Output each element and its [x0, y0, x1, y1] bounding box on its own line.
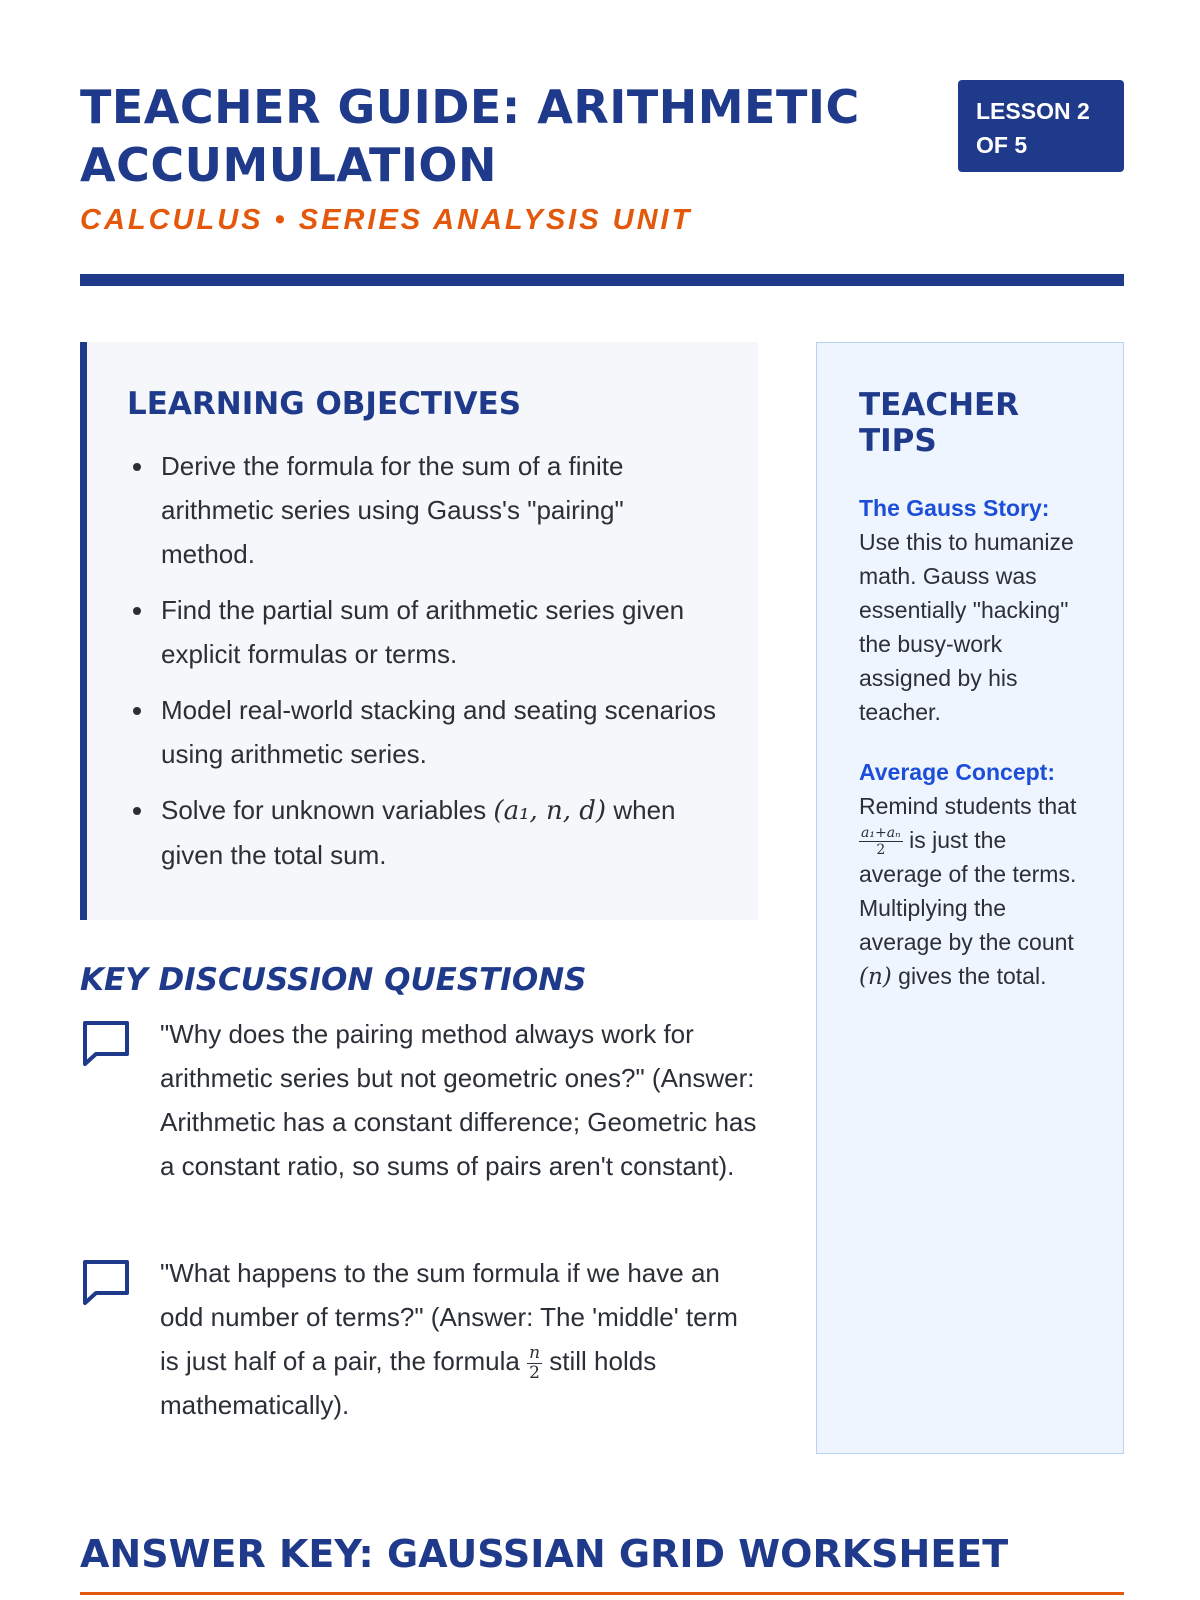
fraction-denominator: 2 — [876, 842, 886, 859]
tip-text-after: gives the total. — [898, 963, 1047, 990]
question-text — [160, 1251, 760, 1427]
fraction-average — [859, 826, 903, 857]
teacher-tips-panel — [816, 342, 1124, 1454]
discussion-heading: KEY DISCUSSION QUESTIONS — [80, 962, 587, 998]
tip-text-middle: is just the average of the terms. Multiplying the average by the count — [859, 827, 1077, 956]
objective-text-before: Solve for unknown variables — [161, 795, 487, 825]
speech-bubble-icon — [80, 1018, 132, 1068]
tips-heading: TEACHER TIPS — [859, 387, 1020, 459]
fraction-n-over-2 — [527, 1342, 542, 1383]
bullet-icon — [133, 463, 141, 471]
math-variables: (a₁, n, d) — [493, 796, 607, 826]
tip-text: Use this to humanize math. Gauss was essentially "hacking" the busy-work assigned by his teacher. — [859, 529, 1074, 725]
objectives-heading: LEARNING OBJECTIVES — [127, 386, 522, 422]
bullet-icon — [133, 607, 141, 615]
question-text: "Why does the pairing method always work for arithmetic series but not geometric ones?" (Answer: Arithmetic has a constant difference; Geometric has a constant ratio, so sums of pairs aren't constant). — [160, 1019, 757, 1181]
bullet-icon — [133, 707, 141, 715]
objectives-list — [127, 444, 718, 877]
math-n: (n) — [859, 964, 892, 991]
tip-gauss-story — [859, 491, 1083, 729]
fraction-numerator: n — [529, 1342, 541, 1363]
list-item — [127, 588, 718, 676]
document-header — [80, 78, 1124, 237]
fraction-numerator: a₁+aₙ — [861, 825, 901, 842]
lesson-badge: LESSON 2 OF 5 — [958, 80, 1124, 172]
tip-average-concept — [859, 755, 1083, 994]
tip-text-before: Remind students that — [859, 793, 1077, 819]
discussion-question — [80, 1251, 760, 1427]
objective-text: Find the partial sum of arithmetic series given explicit formulas or terms. — [161, 595, 685, 669]
objective-text: Model real-world stacking and seating scenarios using arithmetic series. — [161, 695, 716, 769]
answer-key-divider — [80, 1592, 1124, 1595]
question-text-after: still holds mathematically). — [160, 1346, 657, 1420]
objective-text: Derive the formula for the sum of a finite arithmetic series using Gauss's "pairing" method. — [161, 451, 624, 569]
bullet-icon — [133, 807, 141, 815]
page-title: TEACHER GUIDE: ARITHMETIC ACCUMULATION — [80, 80, 860, 192]
discussion-question — [80, 1012, 760, 1188]
objective-text-after: when given the total sum. — [161, 795, 676, 870]
list-item — [127, 688, 718, 776]
list-item — [127, 788, 718, 877]
page-subtitle: CALCULUS • SERIES ANALYSIS UNIT — [80, 204, 693, 236]
answer-key-heading: ANSWER KEY: GAUSSIAN GRID WORKSHEET — [80, 1532, 1009, 1576]
list-item — [127, 444, 718, 576]
learning-objectives-panel — [80, 342, 758, 920]
header-divider — [80, 274, 1124, 286]
question-text-before: "What happens to the sum formula if we have an odd number of terms?" (Answer: The 'middle' term is just half of a pair, the formula — [160, 1258, 738, 1376]
tip-label: Average Concept: — [859, 759, 1055, 785]
fraction-denominator: 2 — [529, 1362, 540, 1383]
tip-label: The Gauss Story: — [859, 495, 1050, 521]
speech-bubble-icon — [80, 1257, 132, 1307]
